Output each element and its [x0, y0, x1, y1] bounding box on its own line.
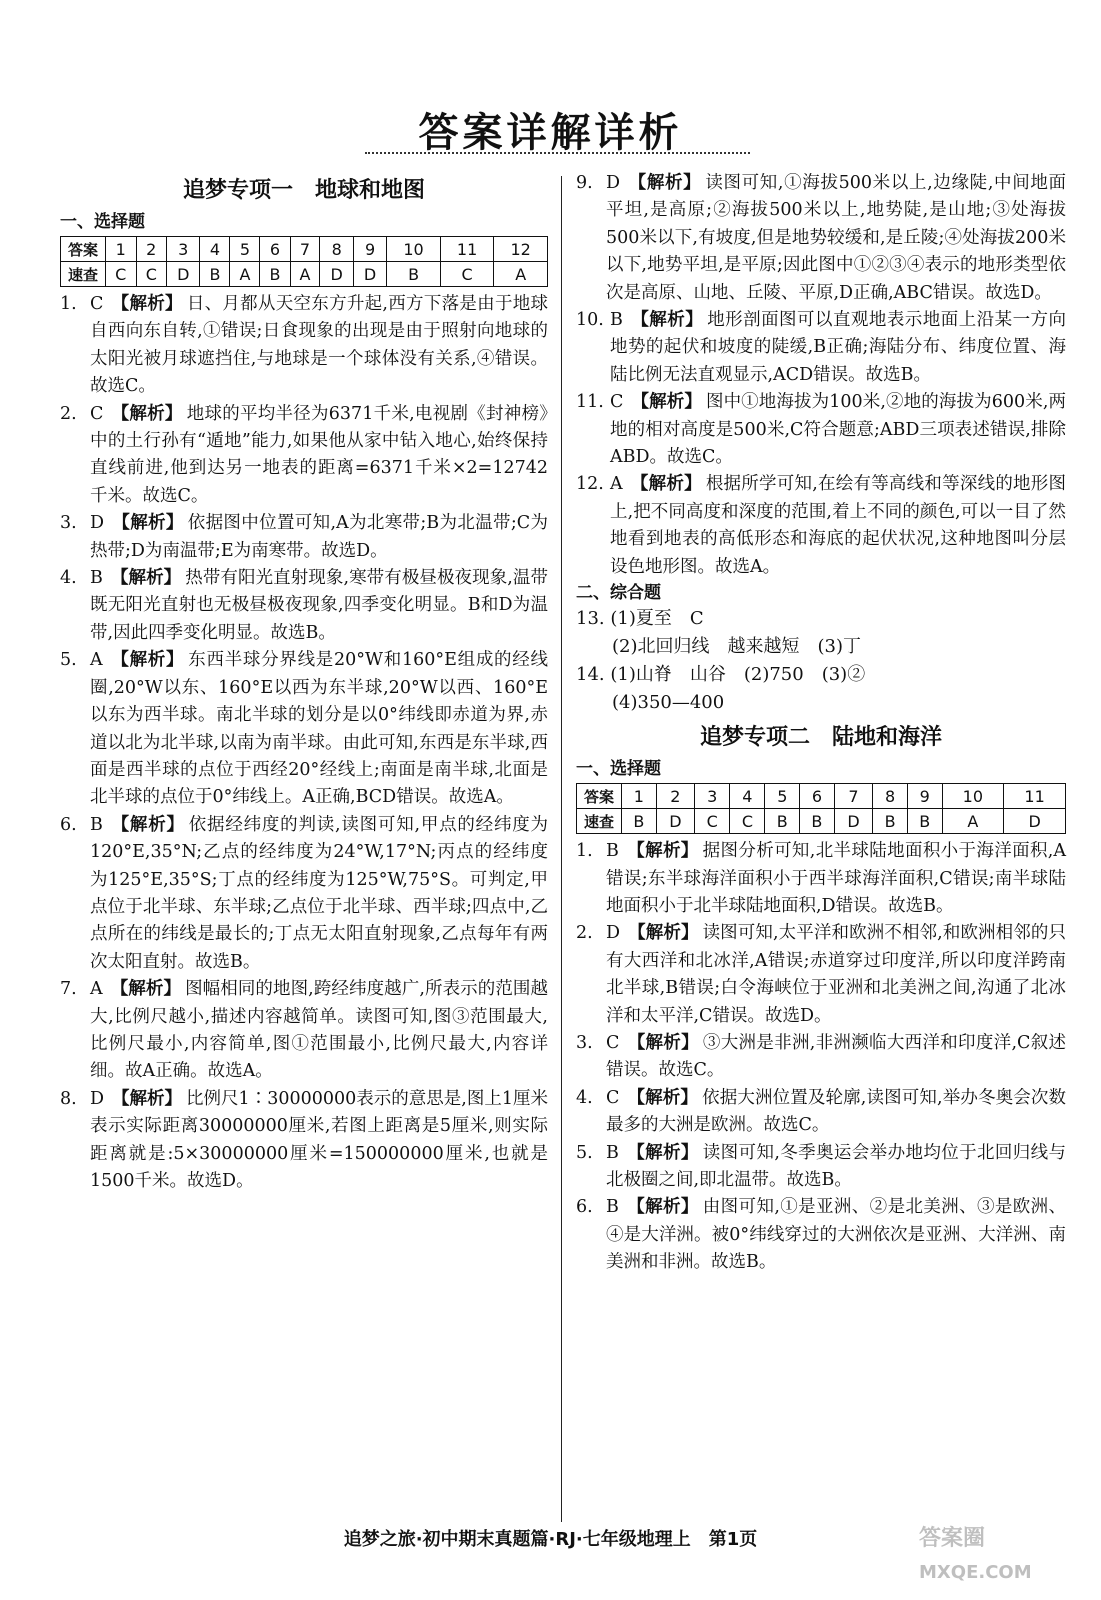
- analysis-tag: 【解析】: [110, 979, 182, 1000]
- table-cell: B: [765, 809, 800, 834]
- table-cell: B: [873, 809, 908, 834]
- item-text: 东西半球分界线是20°W和160°E组成的经线圈,20°W以东、160°E以西为东半球,20°W以西、160°E以东为西半球。南北半球的划分是以0°纬线即赤道为界,赤道以北为北半球,以南为南半球。由此可知,东西是东半球,西面是西半球的点位于西经20°经线上;南面是南半球,北面是北半球的点位于0°纬线上。A正确,BCD错误。故选A。: [90, 650, 548, 808]
- analysis-tag: 【解析】: [110, 814, 185, 835]
- item-answer: B: [610, 310, 623, 331]
- analysis-tag: 【解析】: [627, 1032, 699, 1053]
- item-number: 1.: [576, 841, 593, 862]
- analysis-tag: 【解析】: [111, 294, 183, 314]
- table-cell: 6: [260, 237, 290, 262]
- item-number: 3.: [576, 1032, 593, 1053]
- explanation-item: [576, 920, 1066, 1030]
- item-number: 2.: [60, 403, 77, 424]
- item-text: 热带有阳光直射现象,寒带有极昼极夜现象,温带既无阳光直射也无极昼极夜现象,四季变化明显。B和D为温带,因此四季变化明显。故选B。: [90, 568, 549, 643]
- item-text: 依据经纬度的判读,读图可知,甲点的经纬度为120°E,35°N;乙点的经纬度为24°W,17°N;丙点的经纬度为125°E,35°S;丁点的经纬度为125°W,75°S。可判定,甲点位于北半球、东半球;乙点位于北半球、西半球;四点中,乙点所在的纬线是最长的;丁点无太阳直射现象,乙点每年有两次太阳直射。故选B。: [90, 814, 549, 972]
- analysis-tag: 【解析】: [628, 173, 702, 193]
- item-text: 日、月都从天空东方升起,西方下落是由于地球自西向东自转,①错误;日食现象的出现是由于照射向地球的太阳光被月球遮挡住,与地球是一个球体没有关系,④错误。故选C。: [90, 294, 549, 397]
- explanation-item: [576, 389, 1066, 471]
- item-answer: A: [610, 474, 623, 495]
- table-cell: 1: [622, 784, 657, 809]
- item-text: 地球的平均半径为6371千米,电视剧《封神榜》中的土行孙有“遁地”能力,如果他从家中钻入地心,始终保持直线前进,他到达另一地表的距离=6371千米×2=12742千米。故选C。: [90, 403, 548, 506]
- table-cell: C: [136, 262, 167, 287]
- table-cell: B: [200, 262, 230, 287]
- item-answer: B: [606, 1197, 619, 1218]
- table-cell: B: [800, 809, 835, 834]
- analysis-tag: 【解析】: [627, 1087, 699, 1108]
- table-cell: 7: [290, 237, 320, 262]
- table-cell: 10: [387, 237, 441, 262]
- item-answer: A: [90, 979, 103, 1000]
- item-answer: C: [90, 403, 104, 424]
- item-answer: B: [606, 1142, 619, 1163]
- table-cell: D: [834, 809, 873, 834]
- analysis-tag: 【解析】: [112, 513, 184, 534]
- item-answer: D: [606, 923, 621, 944]
- analysis-tag: 【解析】: [110, 650, 185, 671]
- answer-table-2: [576, 783, 1066, 834]
- choice-heading-2: 一、选择题: [576, 759, 661, 780]
- table-cell: 9: [907, 784, 942, 809]
- table-cell: B: [387, 262, 441, 287]
- item-answer: C: [90, 294, 104, 314]
- analysis-tag: 【解析】: [628, 923, 699, 944]
- analysis-tag: 【解析】: [630, 310, 704, 331]
- item-number: 4.: [576, 1087, 593, 1108]
- table-cell: 8: [873, 784, 908, 809]
- table-cell: 2: [136, 237, 167, 262]
- item-text: 依据图中位置可知,A为北寒带;B为北温带;C为热带;D为南温带;E为南寒带。故选D。: [90, 513, 548, 561]
- watermark-line-2: MXQE.COM: [919, 1562, 1032, 1583]
- explanation-item: [60, 647, 548, 811]
- table-cell: 4: [730, 784, 765, 809]
- section-title-2: 追梦专项二 陆地和海洋: [699, 725, 942, 751]
- analysis-tag: 【解析】: [626, 1197, 699, 1218]
- item-answer: B: [90, 814, 103, 835]
- item-number: 12.: [576, 474, 604, 495]
- section-title-1: 追梦专项一 地球和地图: [182, 178, 425, 203]
- table-cell: 1: [106, 237, 137, 262]
- left-column: [60, 170, 548, 1540]
- table-cell: 9: [353, 237, 386, 262]
- comprehensive-answer-line: 14. (1)山脊 山谷 (2)750 (3)②: [576, 664, 866, 686]
- table-cell: 4: [200, 237, 230, 262]
- item-text: 图中①地海拔为100米,②地的海拔为600米,两地的相对高度是500米,C符合题意;ABD三项表述错误,排除ABD。故选C。: [610, 392, 1066, 468]
- explanation-item: [576, 1085, 1066, 1140]
- table-cell: A: [290, 262, 320, 287]
- item-text: 图幅相同的地图,跨经纬度越广,所表示的范围越大,比例尺越小,描述内容越简单。读图可知,图③范围最大,比例尺最小,内容简单,图①范围最小,比例尺最大,内容详细。故A正确。故选A。: [90, 979, 549, 1082]
- analysis-tag: 【解析】: [626, 1142, 699, 1163]
- table-cell: C: [695, 809, 730, 834]
- explanation-item: [576, 838, 1066, 920]
- table-cell: 12: [494, 237, 548, 262]
- item-answer: C: [606, 1087, 620, 1108]
- explanation-item: [60, 976, 548, 1086]
- explanation-item: [576, 471, 1066, 581]
- item-number: 6.: [60, 814, 77, 835]
- item-text: ③大洲是非洲,非洲濒临大西洋和印度洋,C叙述错误。故选C。: [606, 1032, 1067, 1081]
- table-header-label: 答案: [577, 784, 622, 809]
- title-divider: [365, 152, 750, 154]
- table-cell: D: [656, 809, 695, 834]
- watermark-line-1: 答案圈: [919, 1526, 986, 1551]
- table-cell: 2: [656, 784, 695, 809]
- explanation-item: [576, 170, 1066, 307]
- table-cell: 6: [800, 784, 835, 809]
- watermark-logo: [909, 1510, 1079, 1590]
- item-answer: C: [606, 1032, 620, 1053]
- item-text: 根据所学可知,在绘有等高线和等深线的地形图上,把不同高度和深度的范围,着上不同的颜色,可以一目了然地看到地表的高低形态和海底的起伏状况,这种地图叫分层设色地形图。故选A。: [610, 474, 1067, 577]
- item-number: 9.: [576, 173, 593, 193]
- table-cell: B: [260, 262, 290, 287]
- item-number: 5.: [60, 650, 77, 671]
- table-cell: D: [353, 262, 386, 287]
- explanation-item: [60, 1086, 548, 1196]
- answer-table-answer-row: [61, 262, 548, 287]
- item-answer: A: [90, 650, 103, 671]
- table-cell: D: [167, 262, 200, 287]
- item-answer: D: [90, 1088, 105, 1109]
- item-number: 11.: [576, 392, 604, 413]
- table-cell: 7: [834, 784, 873, 809]
- explanation-item: [60, 812, 548, 976]
- explanation-item: [60, 510, 548, 565]
- answer-table-answer-row: [577, 809, 1066, 834]
- table-cell: C: [106, 262, 137, 287]
- table-cell: D: [320, 262, 353, 287]
- comprehensive-answer-line: (2)北回归线 越来越短 (3)丁: [576, 636, 861, 658]
- item-number: 1.: [60, 294, 77, 314]
- table-header-label: 速查: [577, 809, 622, 834]
- item-number: 5.: [576, 1142, 593, 1163]
- explanation-item: [576, 1140, 1066, 1195]
- analysis-tag: 【解析】: [110, 568, 182, 589]
- table-cell: A: [230, 262, 260, 287]
- table-cell: B: [622, 809, 657, 834]
- analysis-tag: 【解析】: [630, 474, 702, 495]
- item-answer: B: [90, 568, 103, 589]
- item-number: 3.: [60, 513, 77, 534]
- item-text: 地形剖面图可以直观地表示地面上沿某一方向地势的起伏和坡度的陡缓,B正确;海陆分布、纬度位置、海陆比例无法直观显示,ACD错误。故选B。: [610, 310, 1067, 385]
- table-cell: C: [440, 262, 494, 287]
- answer-table-number-row: [577, 784, 1066, 809]
- item-number: 2.: [576, 923, 593, 944]
- analysis-tag: 【解析】: [111, 403, 183, 424]
- explanation-item: [60, 565, 548, 647]
- table-cell: 3: [695, 784, 730, 809]
- table-cell: A: [494, 262, 548, 287]
- table-header-label: 答案: [61, 237, 106, 262]
- item-text: 比例尺1∶30000000表示的意思是,图上1厘米表示实际距离30000000厘米,若图上距离是5厘米,则实际距离就是:5×30000000厘米=150000000厘米,也就是1500千米。故选D。: [90, 1088, 548, 1191]
- item-number: 10.: [576, 310, 604, 331]
- table-header-label: 速查: [61, 262, 106, 287]
- comprehensive-answer-line: (4)350—400: [576, 692, 725, 714]
- table-cell: A: [942, 809, 1004, 834]
- table-cell: 8: [320, 237, 353, 262]
- right-column: [576, 170, 1066, 1540]
- item-number: 8.: [60, 1088, 77, 1109]
- explanation-item: [60, 401, 548, 511]
- table-cell: C: [730, 809, 765, 834]
- table-cell: B: [907, 809, 942, 834]
- table-cell: 11: [1004, 784, 1066, 809]
- column-divider: [561, 176, 562, 1522]
- item-text: 依据大洲位置及轮廓,读图可知,举办冬奥会次数最多的大洲是欧洲。故选C。: [606, 1087, 1067, 1136]
- page-footer: 追梦之旅·初中期末真题篇·RJ·七年级地理上 第1页: [343, 1529, 758, 1550]
- item-text: 读图可知,冬季奥运会举办地均位于北回归线与北极圈之间,即北温带。故选B。: [606, 1142, 1067, 1190]
- page-title: 答案详解详析: [418, 109, 683, 156]
- explanation-item: [576, 1030, 1066, 1085]
- table-cell: D: [1004, 809, 1066, 834]
- analysis-tag: 【解析】: [626, 841, 699, 862]
- item-answer: D: [90, 513, 105, 534]
- table-cell: 10: [942, 784, 1004, 809]
- table-cell: 5: [230, 237, 260, 262]
- comprehensive-answer-line: 13. (1)夏至 C: [576, 608, 704, 630]
- choice-heading-1: 一、选择题: [60, 212, 145, 232]
- item-number: 4.: [60, 568, 77, 589]
- item-answer: C: [610, 392, 624, 413]
- item-number: 6.: [576, 1197, 593, 1218]
- answer-table-number-row: [61, 237, 548, 262]
- explanation-item: [60, 291, 548, 401]
- explanation-item: [576, 1194, 1066, 1276]
- item-answer: B: [606, 841, 619, 862]
- analysis-tag: 【解析】: [112, 1088, 183, 1109]
- item-text: 由图可知,①是亚洲、②是北美洲、③是欧洲、④是大洋洲。被0°纬线穿过的大洲依次是亚洲、大洋洲、南美洲和非洲。故选B。: [606, 1197, 1067, 1273]
- item-answer: D: [606, 173, 621, 193]
- item-number: 7.: [60, 979, 77, 1000]
- explanation-item: [576, 307, 1066, 389]
- analysis-tag: 【解析】: [631, 392, 702, 413]
- answer-table-1: [60, 236, 548, 287]
- table-cell: 5: [765, 784, 800, 809]
- comprehensive-heading: 二、综合题: [576, 583, 661, 604]
- table-cell: 3: [167, 237, 200, 262]
- item-text: 读图可知,①海拔500米以上,边缘陡,中间地面平坦,是高原;②海拔500米以上,地势陡,是山地;③处海拔500米以下,有坡度,但是地势较缓和,是丘陵;④处海拔200米以下,地势平坦,是平原;因此图中①②③④表示的地形类型依次是高原、山地、丘陵、平原,D正确,ABC错误。故选D。: [606, 173, 1067, 303]
- item-text: 据图分析可知,北半球陆地面积小于海洋面积,A错误;东半球海洋面积小于西半球海洋面积,C错误;南半球陆地面积小于北半球陆地面积,D错误。故选B。: [606, 841, 1067, 916]
- item-text: 读图可知,太平洋和欧洲不相邻,和欧洲相邻的只有大西洋和北冰洋,A错误;赤道穿过印度洋,所以印度洋跨南北半球,B错误;白令海峡位于亚洲和北美洲之间,沟通了北冰洋和太平洋,C错误。故选D。: [606, 923, 1066, 1026]
- table-cell: 11: [440, 237, 494, 262]
